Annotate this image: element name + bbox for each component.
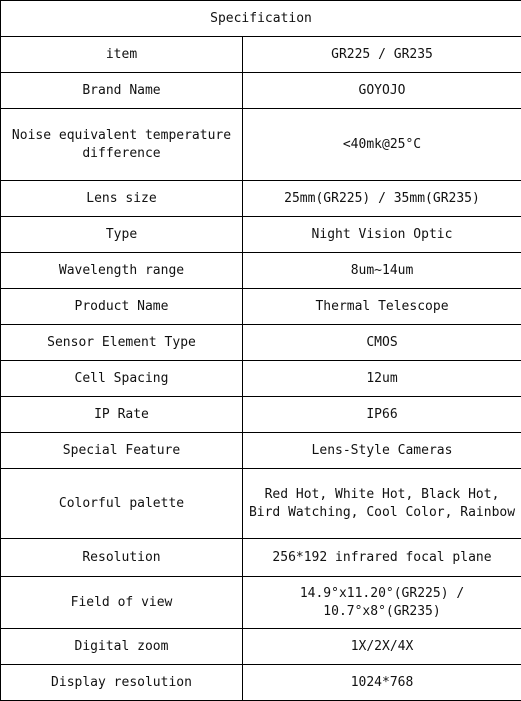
row-value: 14.9°x11.20°(GR225) / 10.7°x8°(GR235): [243, 577, 521, 629]
table-row: [1, 181, 521, 217]
table-row: [1, 629, 521, 665]
row-value: <40mk@25°C: [243, 109, 521, 181]
table-row: [1, 539, 521, 577]
row-value: GOYOJO: [243, 73, 521, 109]
row-value: Thermal Telescope: [243, 289, 521, 325]
row-label: Field of view: [1, 577, 243, 629]
row-value: CMOS: [243, 325, 521, 361]
row-label: Product Name: [1, 289, 243, 325]
row-label: Digital zoom: [1, 629, 243, 665]
row-label: Brand Name: [1, 73, 243, 109]
row-label: Type: [1, 217, 243, 253]
table-row: [1, 577, 521, 629]
table-row: [1, 397, 521, 433]
table-title: Specification: [1, 1, 521, 37]
row-value: Lens-Style Cameras: [243, 433, 521, 469]
table-row: [1, 109, 521, 181]
row-label: Special Feature: [1, 433, 243, 469]
row-value: 1024*768: [243, 665, 521, 701]
row-label: Colorful palette: [1, 469, 243, 539]
row-label: IP Rate: [1, 397, 243, 433]
table-row: [1, 253, 521, 289]
table-row: [1, 361, 521, 397]
row-label: Cell Spacing: [1, 361, 243, 397]
row-value: 12um: [243, 361, 521, 397]
row-value: Red Hot, White Hot, Black Hot, Bird Watching, Cool Color, Rainbow: [243, 469, 521, 539]
row-label: Resolution: [1, 539, 243, 577]
table-row: [1, 217, 521, 253]
table-row: [1, 433, 521, 469]
table-row: [1, 37, 521, 73]
table-row: [1, 73, 521, 109]
table-row: [1, 665, 521, 701]
row-value: 1X/2X/4X: [243, 629, 521, 665]
row-value: Night Vision Optic: [243, 217, 521, 253]
row-label: item: [1, 37, 243, 73]
row-label: Lens size: [1, 181, 243, 217]
table-row: [1, 469, 521, 539]
row-label: Wavelength range: [1, 253, 243, 289]
row-value: 8um~14um: [243, 253, 521, 289]
row-value: IP66: [243, 397, 521, 433]
table-title-row: [1, 1, 521, 37]
row-label: Display resolution: [1, 665, 243, 701]
table-row: [1, 289, 521, 325]
row-value: 256*192 infrared focal plane: [243, 539, 521, 577]
row-value: GR225 / GR235: [243, 37, 521, 73]
row-value: 25mm(GR225) / 35mm(GR235): [243, 181, 521, 217]
row-label: Sensor Element Type: [1, 325, 243, 361]
row-label: Noise equivalent temperature difference: [1, 109, 243, 181]
table-row: [1, 325, 521, 361]
